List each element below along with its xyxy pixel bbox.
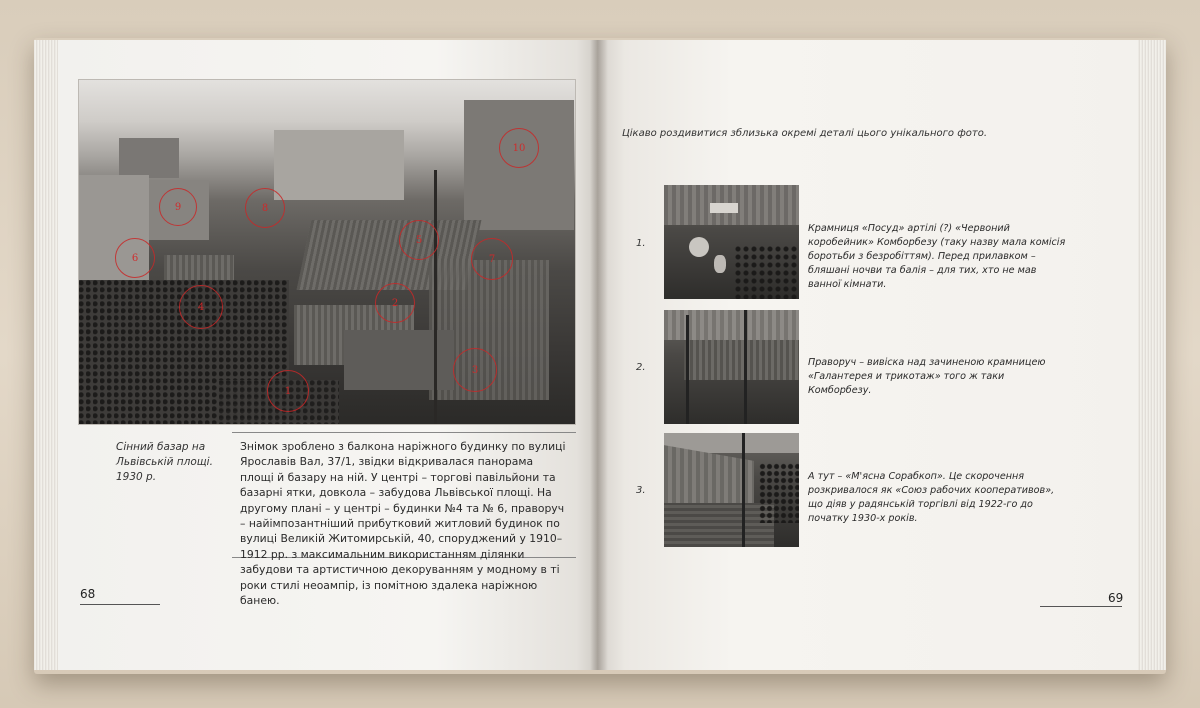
book-gutter [590, 40, 608, 670]
photo-marker: 4 [179, 285, 223, 329]
photo-caption [116, 440, 220, 485]
body-text: Знімок зроблено з балкона наріжного будинку по вулиці Ярославів Вал, 37/1, звідки відкривалася панорама площі й базару на ній. У центрі – торгові павільйони та базарні ятки, довкола – забудова Львівської площі. На другому плані – у центрі – будинки №4 та № 6, праворуч – найімпозантніший прибутковий житловий будинок по вулиці Великій Житомирській, 40, споруджений у 1910–1912 рр. з максимальним використанням ділянки забудови та артистичною декоруванням у модному в ті роки стилі неоампір, із помітною здалека наріжною банею. [240, 440, 566, 608]
detail-photo-3 [664, 433, 799, 547]
intro-text: Цікаво роздивитися зблизька окремі деталі цього унікального фото. [622, 128, 988, 139]
caption-line: Львівській площі. [116, 456, 213, 468]
photo-marker: 1 [267, 370, 309, 412]
caption-line: 1930 р. [116, 471, 157, 483]
photo-marker: 8 [245, 188, 285, 228]
page-number-left: 68 [80, 587, 96, 601]
detail-description: А тут – «М'ясна Сорабкоп». Це скорочення розкривалося як «Союз рабочих кооперативов», що діяв у радянській торгівлі від 1922-го до початку 1930-х років. [808, 471, 1055, 524]
photo-marker: 10 [499, 128, 539, 168]
photo-marker: 3 [453, 348, 497, 392]
detail-description: Крамниця «Посуд» артілі (?) «Червоний коробейник» Комборбезу (таку назву мала комісія боротьби з безробіттям). Перед прилавком – бляшані ночви та балія – для тих, хто не мав ванної кімнати. [808, 223, 1066, 290]
photo-marker: 9 [159, 188, 197, 226]
page-edges-left [34, 40, 60, 670]
caption-line: Сінний базар на [116, 441, 206, 453]
detail-number: 1. [636, 238, 646, 249]
photo-marker: 5 [399, 220, 439, 260]
page-number-rule [1040, 606, 1122, 607]
page-number-right: 69 [1108, 591, 1124, 605]
photo-marker: 2 [375, 283, 415, 323]
detail-description: Праворуч – вивіска над зачиненою крамницею «Галантерея и трикотаж» того ж таки Комборбезу. [808, 357, 1046, 396]
body-text-box [232, 432, 576, 608]
photo-marker: 6 [115, 238, 155, 278]
page-edges-right [1136, 40, 1166, 670]
detail-number: 2. [636, 362, 646, 373]
detail-photo-2 [664, 310, 799, 424]
photo-marker: 7 [471, 238, 513, 280]
detail-photo-1 [664, 185, 799, 299]
historic-market-photo [79, 80, 575, 424]
detail-number: 3. [636, 485, 646, 496]
page-number-rule [80, 604, 160, 605]
